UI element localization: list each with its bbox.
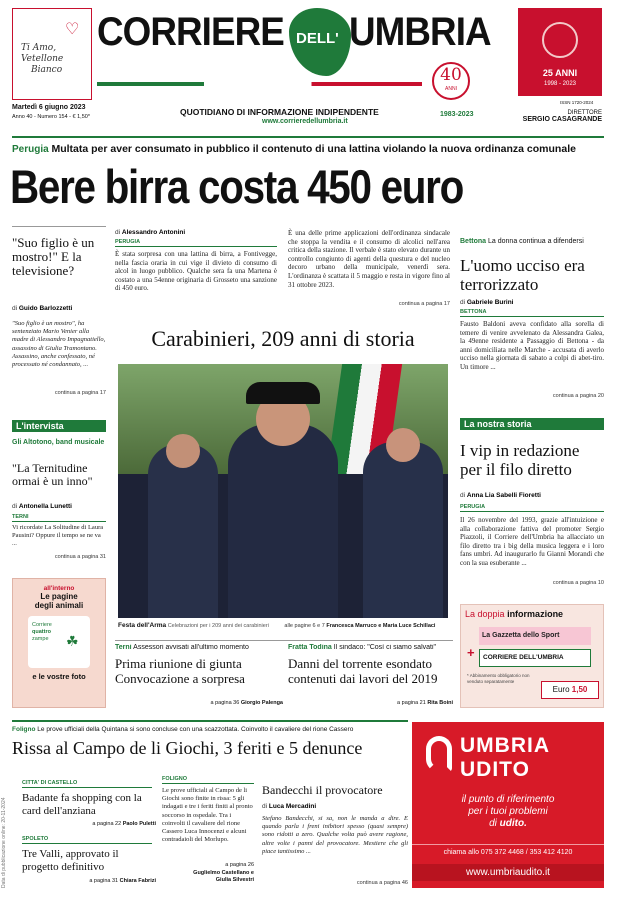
director-name: SERGIO CASAGRANDE (522, 116, 602, 123)
bottom-rule (12, 720, 408, 722)
photo-credit: Francesca Marruco e Maria Luce Schillaci (326, 623, 436, 629)
left-headline[interactable]: "Suo figlio è un mostro!" E la televisione? (12, 235, 95, 278)
promo-left-line1: Ti Amo, (21, 43, 57, 53)
story-author: Anna Lia Sabelli Fioretti (466, 492, 541, 499)
lead-byline-prefix: di (115, 229, 121, 236)
masthead-logo[interactable] (97, 10, 517, 70)
mid2-headline[interactable]: Danni del torrente esondato contenuti dai lavori del 2019 (288, 656, 438, 686)
mid1-author: Giorgio Palenga (240, 700, 283, 706)
promo-right-years: 1998 - 2023 (543, 81, 577, 87)
story-continue[interactable]: continua a pagina 10 (552, 580, 604, 586)
side2-page[interactable]: a pagina 31 (89, 878, 119, 884)
masthead-title-left: CORRIERE (97, 10, 284, 54)
story-label: La nostra storia (460, 418, 604, 430)
right-byline-prefix: di (460, 299, 466, 306)
gazzetta-price-label: Euro (552, 685, 570, 694)
right-headline[interactable]: L'uomo ucciso era terrorizzato (460, 256, 585, 294)
gazzetta-title-light: La doppia (465, 609, 505, 619)
interview-author: Antonella Lunetti (18, 503, 72, 510)
ad-line3-bold: udito. (499, 818, 527, 829)
animals-mid3: zampe (32, 636, 49, 642)
right-body: Fausto Baldoni aveva confidato alla sorella di temere di venire avvelenato da Alessandra Galea, la 49enne residente a Passaggio di Bettona - da anni domiciliata nelle Marche - accusata di averlo ucciso nella giornata di sabato a colpi di abet-tiro. Un timore ... (460, 320, 604, 371)
gazzetta-price: 1,50 (571, 685, 588, 694)
right-author: Gabriele Burini (466, 299, 514, 306)
ad-line2: per i tuoi problemi (468, 806, 548, 817)
ad-phone[interactable]: chiama allo 075 372 4468 / 353 412 4120 (412, 844, 604, 856)
interview-headline[interactable]: "La Ternitudine ormai è un inno" (12, 461, 93, 488)
animals-label1: all'interno (43, 585, 75, 592)
interview-label: L'intervista (12, 420, 106, 432)
opinion-continue[interactable]: continua a pagina 46 (356, 880, 408, 886)
animals-label3: degli animali (34, 601, 84, 610)
promo-left-line3: Bianco (31, 65, 63, 75)
story-body: Il 26 novembre del 1993, grazie all'intuizione e alla collaborazione fattiva del promoter Sergio Piazzoli, il Corriere dell'Umbria ha allacciato un filo diretto tra i big della musica leggera e i loro fans umbri. Ad inaugurarlo fu Gianni Morandi che con la sua esuberante ... (460, 516, 604, 567)
badge-sub: ANNI (445, 86, 457, 92)
left-body: "Suo figlio è un mostro", ha sentenziato Mario Venier alla madre di Alessandro Impagnatiello, assassino di Giulia Tramontano. Assassino, anche confessato, né processato né condannato, ... (12, 320, 106, 369)
emblem-icon (542, 22, 578, 58)
lead-continue[interactable]: continua a pagina 17 (398, 301, 450, 307)
bottom-body: Le prove ufficiali al Campo de li Giochi sono finite in rissa: 5 gli indagati e tre i feriti finiti al pronto soccorso in ospedale. Tra i coinvolti il cavaliere del rione Cassero Luca Innocenzi e alcuni contradaioli del Morlupo. (162, 787, 253, 844)
promo-left-line2: Vetellone (21, 54, 64, 64)
animals-label2: Le pagine (40, 592, 78, 601)
ad-line1: il punto di riferimento (461, 794, 555, 805)
side1-headline[interactable]: Badante fa shopping con la card dell'anziana (22, 792, 142, 817)
mid2-page[interactable]: a pagina 21 (397, 700, 426, 706)
mid1-kicker: Assessori avvisati all'ultimo momento (133, 644, 249, 651)
bottom-headline[interactable]: Rissa al Campo de li Giochi, 3 feriti e 5 denunce (12, 738, 363, 758)
mid2-author: Rita Boini (427, 700, 453, 706)
animals-promo[interactable] (12, 578, 106, 708)
side2-tag: SPOLETO (22, 836, 152, 844)
paw-logo (28, 616, 90, 668)
photo-credit-prefix[interactable]: alle pagine 6 e 7 (284, 623, 325, 629)
left-author: Guido Barlozzetti (18, 305, 73, 312)
ad-brand2: UDITO (460, 758, 530, 781)
interview-continue[interactable]: continua a pagina 31 (54, 554, 106, 560)
masthead-title-dell: DELL' (296, 30, 339, 47)
masthead-years: 1983-2023 (440, 111, 474, 118)
interview-body: Vi ricordate La Solitudine di Laura Pausini? Oppure il tempo se ne va ... (12, 524, 104, 548)
ad-brand1: UMBRIA (460, 734, 550, 757)
right-tag: BETTONA (460, 309, 604, 317)
bottom-tag: FOLIGNO (162, 776, 254, 784)
promo-right-label: 25 ANNI (542, 68, 578, 78)
anniversary-badge (432, 62, 470, 100)
photo-caption-bold: Festa dell'Arma (118, 622, 167, 629)
gazzetta-paper1: La Gazzetta dello Sport (479, 627, 591, 645)
issn: ISSN 1720-2024 (560, 100, 594, 105)
mid1-headline[interactable]: Prima riunione di giunta Convocazione a sorpresa (115, 656, 245, 686)
left-continue[interactable]: continua a pagina 17 (54, 390, 106, 396)
side2-headline[interactable]: Tre Valli, approvato il progetto definitivo (22, 848, 119, 873)
side1-tag: CITTA' DI CASTELLO (22, 780, 152, 788)
lead-headline[interactable]: Bere birra costa 450 euro (10, 160, 464, 213)
director-label: DIRETTORE (567, 110, 602, 116)
gazzetta-promo[interactable] (460, 604, 604, 708)
side-note: Data di pubblicazione online: 20-11-2024 (1, 797, 7, 888)
issue-date: Martedì 6 giugno 2023 (12, 104, 86, 111)
lead-tag: PERUGIA (115, 239, 277, 247)
lead-col1: È stata sorpresa con una lattina di birra, a Fontivegge, nella fascia oraria in cui vige il divieto di consumo di alcol in luogo pubblico. Qualche sera fa una Martena è costato a una 54enne originaria di Grosseto una sanzione di 450 euro. (115, 250, 277, 293)
interview-kicker: Gli Altotono, band musicale (12, 439, 105, 446)
opinion-body: Stefano Bandecchi, si sa, non le manda a dire. E quando parla i freni inibitori spesso (quasi sempre) sono ridotti a zero. Qualche volta può avere ragione, altre volte i panni del provocatore. Mestiere che gli piace tantissimo ... (262, 815, 408, 855)
promo-box-left[interactable] (12, 8, 92, 100)
photo-headline[interactable]: Carabinieri, 209 anni di storia (151, 326, 415, 351)
ad-web[interactable]: www.umbriaudito.it (412, 864, 604, 881)
badge-number: 40 (440, 65, 462, 85)
ear-icon (426, 736, 452, 772)
right-location: Bettona (460, 238, 487, 245)
flag-stripe (97, 82, 422, 86)
promo-box-right[interactable] (518, 8, 602, 96)
right-kicker: La donna continua a difendersi (488, 238, 584, 245)
lead-author: Alessandro Antonini (121, 229, 186, 236)
masthead-rule (12, 136, 604, 138)
interview-tag: TERNI (12, 514, 106, 522)
animals-footer: e le vostre foto (32, 672, 86, 681)
mid2-kicker: Il sindaco: "Così ci siamo salvati" (333, 644, 437, 651)
officer-figure (228, 424, 338, 618)
opinion-byline-prefix: di (262, 803, 268, 810)
lead-col2: È una delle prime applicazioni dell'ordinanza sindacale che stoppa la vendita e il consumo di alcolici nell'area critica della stazione. Il verbale è stato elevato durante un controllo congiunto di agenti della questura e del nucleo decoro urbano della municipale, venerdì sera. L'ordinanza è scattata il 5 maggio e resta in vigore fino al 31 ottobre 2023. (288, 229, 450, 289)
opinion-author: Luca Mercadini (268, 803, 317, 810)
photo-caption: Celebrazioni per i 209 anni dei carabinieri (167, 623, 269, 629)
left-byline-prefix: di (12, 305, 18, 312)
side2-author: Chiara Fabrizi (119, 878, 156, 884)
right-continue[interactable]: continua a pagina 20 (552, 393, 604, 399)
ad-line3-pre: di (489, 818, 497, 829)
gazzetta-paper2: CORRIERE DELL'UMBRIA (479, 649, 591, 667)
carabinieri-photo (118, 364, 448, 618)
masthead-website[interactable]: www.corrieredellumbria.it (262, 118, 348, 125)
side1-author: Paolo Puletti (122, 821, 156, 827)
bottom-authors: Guglielmo Castellano e Giulia Silvestri (193, 870, 254, 883)
mid1-page[interactable]: a pagina 36 (210, 700, 240, 706)
side1-page[interactable]: a pagina 22 (92, 821, 122, 827)
masthead-tagline: QUOTIDIANO DI INFORMAZIONE INDIPENDENTE (180, 107, 379, 117)
story-tag: PERUGIA (460, 504, 604, 512)
gazzetta-note: * Abbinamento obbligatorio non venduto separatamente (467, 673, 530, 684)
mid1-location: Terni (115, 644, 132, 651)
bottom-location: Foligno (12, 726, 36, 733)
masthead-title-right: UMBRIA (349, 10, 491, 54)
issue-number: Anno 40 - Numero 154 - € 1,50* (12, 113, 90, 120)
opinion-headline[interactable]: Bandecchi il provocatore (262, 783, 383, 797)
animals-mid1: Corriere (32, 622, 52, 628)
bottom-kicker: Le prove ufficiali della Quintana si sono concluse con una scazzottata. Coinvolto il cavaliere del rione Cassero (37, 726, 354, 733)
umbria-udito-ad[interactable] (412, 722, 604, 888)
lead-kicker: Multata per aver consumato in pubblico il contenuto di una lattina violando la nuova ordinanza comunale (51, 143, 576, 155)
lead-location: Perugia (12, 144, 49, 155)
paw-icon: ☘ (66, 634, 79, 650)
gazzetta-title-bold: informazione (507, 609, 564, 619)
bottom-page[interactable]: a pagina 26 (225, 862, 254, 868)
mid2-location: Fratta Todina (288, 644, 332, 651)
heart-icon: ♡ (65, 19, 80, 38)
plus-icon: + (467, 645, 475, 660)
animals-mid2: quattro (32, 629, 51, 635)
story-headline[interactable]: I vip in redazione per il filo diretto (460, 441, 580, 479)
